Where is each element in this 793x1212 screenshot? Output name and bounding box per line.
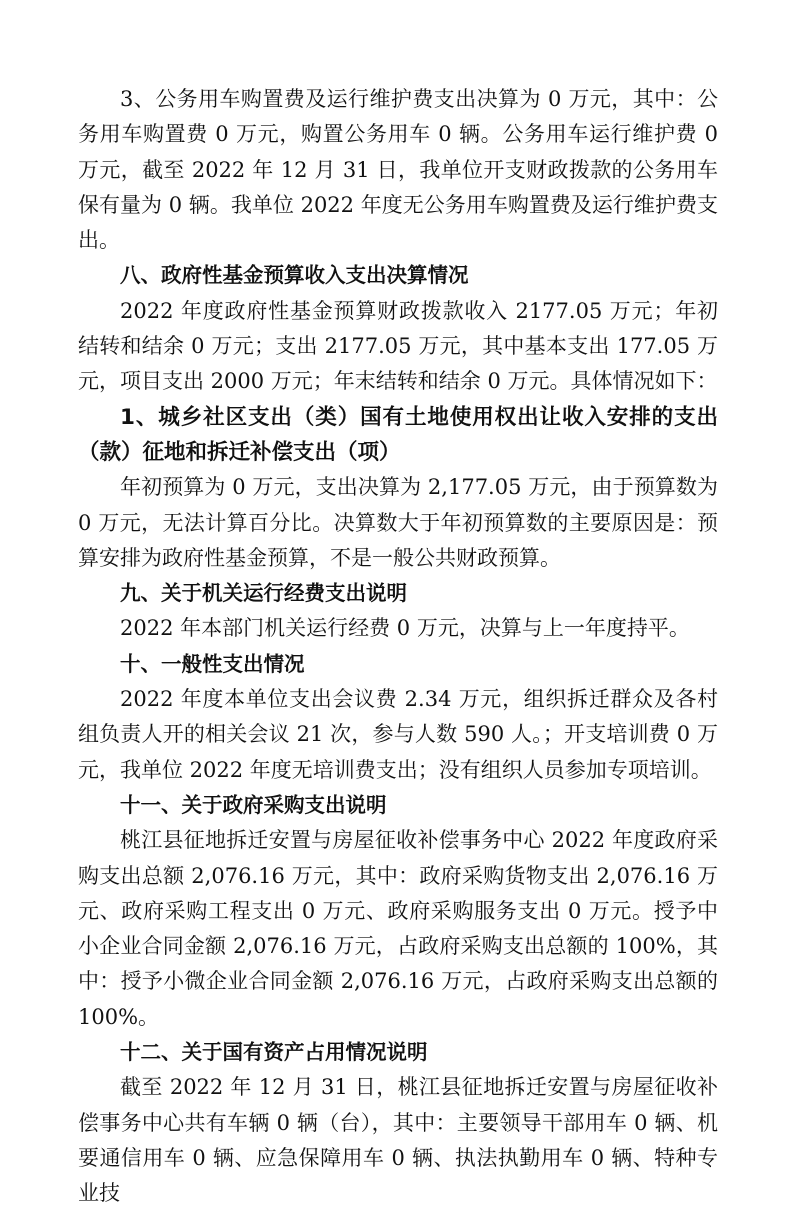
para-procurement: 桃江县征地拆迁安置与房屋征收补偿事务中心 2022 年度政府采购支出总额 2,076.16 万元，其中：政府采购货物支出 2,076.16 万元、政府采购工程支出 0 万元、政府采购服务支出 0 万元。授予中小企业合同金额 2,076.16 万元，占政府采购支出总额的 100%，其中：授予小微企业合同金额 2,076.16 万元，占政府采购支出总额的 100%。 (78, 828, 718, 1029)
heading-section-12: 十二、关于国有资产占用情况说明 (120, 1040, 428, 1065)
heading-item-1: 1、城乡社区支出（类）国有土地使用权出让收入安排的支出（款）征地和拆迁补偿支出（项） (78, 404, 718, 465)
para-item-1-detail: 年初预算为 0 万元，支出决算为 2,177.05 万元，由于预算数为 0 万元，无法计算百分比。决算数大于年初预算数的主要原因是：预算安排为政府性基金预算，不是一般公共财政预算。 (78, 475, 718, 570)
para-fund-budget-summary: 2022 年度政府性基金预算财政拨款收入 2177.05 万元；年初结转和结余 0 万元；支出 2177.05 万元，其中基本支出 177.05 万元，项目支出 2000 万元；年末结转和结余 0 万元。具体情况如下： (78, 298, 718, 394)
heading-section-10: 十、一般性支出情况 (120, 651, 305, 676)
para-state-assets: 截至 2022 年 12 月 31 日，桃江县征地拆迁安置与房屋征收补偿事务中心共有车辆 0 辆（台），其中：主要领导干部用车 0 辆、机要通信用车 0 辆、应急保障用车 0 辆、执法执勤用车 0 辆、特种专业技 (78, 1075, 718, 1206)
heading-section-11: 十一、关于政府采购支出说明 (120, 792, 387, 817)
para-operating-expenses: 2022 年本部门机关运行经费 0 万元，决算与上一年度持平。 (120, 616, 690, 641)
heading-section-9: 九、关于机关运行经费支出说明 (120, 581, 407, 606)
document-page (78, 82, 718, 1212)
heading-section-8: 八、政府性基金预算收入支出决算情况 (120, 263, 469, 288)
para-vehicle-expenses: 3、公务用车购置费及运行维护费支出决算为 0 万元，其中：公务用车购置费 0 万元，购置公务用车 0 辆。公务用车运行维护费 0 万元，截至 2022 年 12 月 31 日，我单位开支财政拨款的公务用车保有量为 0 辆。我单位 2022 年度无公务用车购置费及运行维护费支出。 (78, 87, 718, 253)
para-general-expenses: 2022 年度本单位支出会议费 2.34 万元，组织拆迁群众及各村组负责人开的相关会议 21 次，参与人数 590 人。；开支培训费 0 万元，我单位 2022 年度无培训费支出；没有组织人员参加专项培训。 (78, 687, 718, 782)
